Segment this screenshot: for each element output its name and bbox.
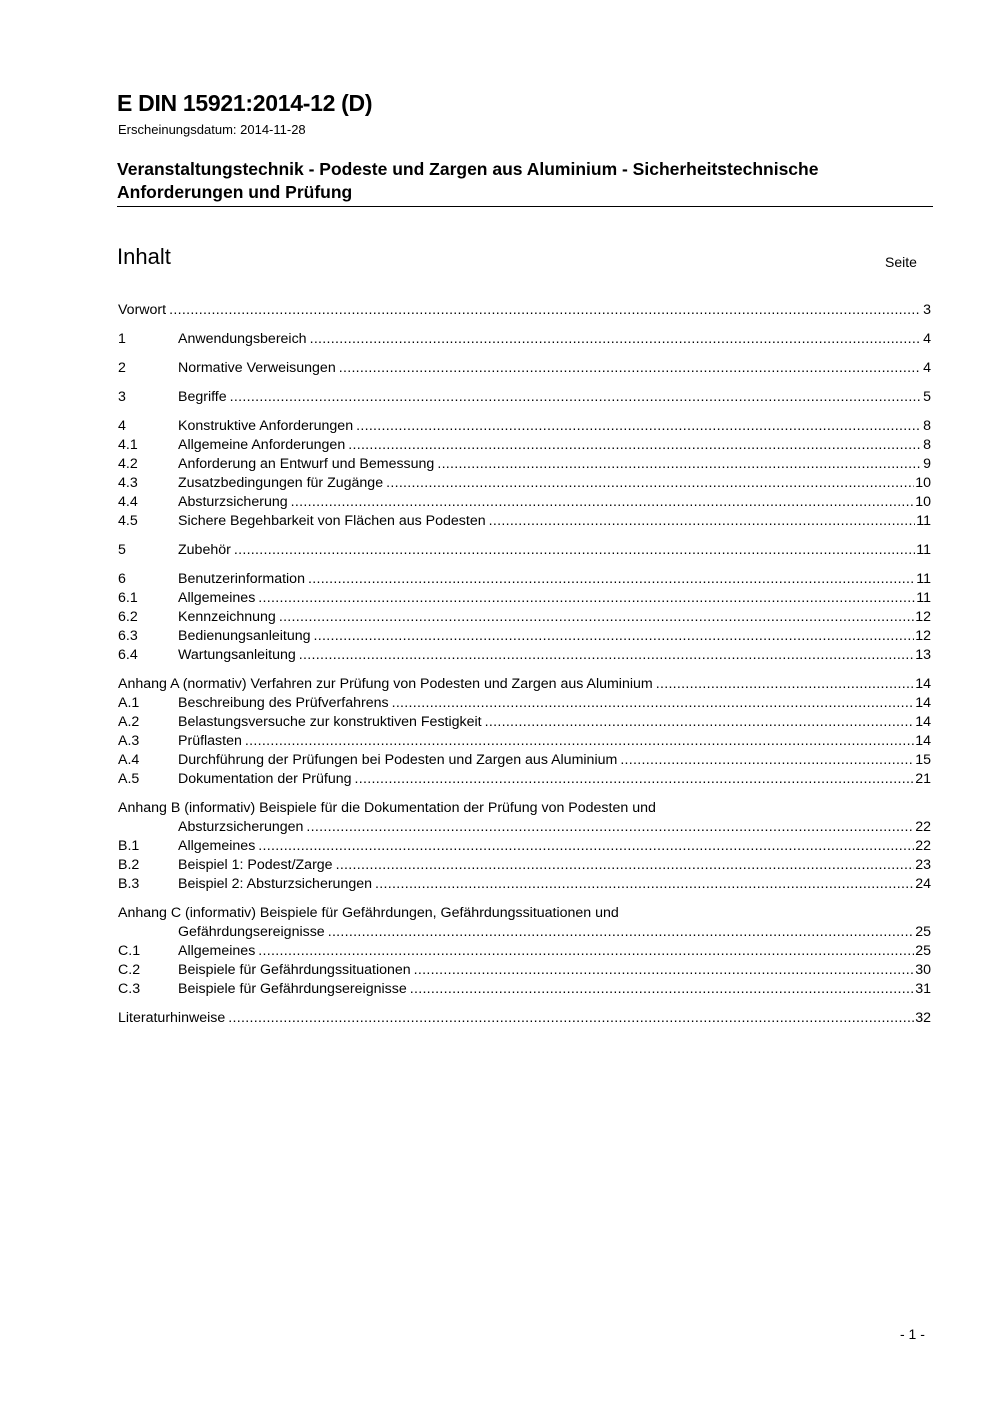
toc-entry-title: Belastungsversuche zur konstruktiven Festigkeit	[178, 714, 482, 730]
dot-leader	[314, 627, 915, 646]
toc-entry-number: 4.3	[118, 475, 138, 491]
toc-entry-title: Anforderung an Entwurf und Bemessung	[178, 456, 435, 472]
dot-leader	[230, 388, 920, 407]
toc-entry-number: 1	[118, 331, 126, 347]
toc-entry-number: 4	[118, 418, 126, 434]
toc-entry-a-1[interactable]	[118, 694, 931, 713]
toc-entry-number: 4.5	[118, 513, 138, 529]
toc-entry-page: 22	[915, 838, 931, 854]
dot-leader	[234, 541, 915, 560]
toc-entry-title: Allgemeines	[178, 943, 256, 959]
toc-entry-number: 6	[118, 571, 126, 587]
toc-entry-4[interactable]	[118, 417, 931, 436]
toc-entry-4-2[interactable]	[118, 455, 931, 474]
dot-leader	[328, 923, 915, 942]
toc-entry-b-1[interactable]	[118, 837, 931, 856]
toc-entry-6-3[interactable]	[118, 627, 931, 646]
toc-entry-page: 8	[923, 437, 931, 453]
toc-entry-page: 10	[915, 494, 931, 510]
toc-entry-6-1[interactable]	[118, 589, 931, 608]
toc-entry-number: 5	[118, 542, 126, 558]
toc-entry-number: 3	[118, 389, 126, 405]
toc-entry-number: A.2	[118, 714, 140, 730]
toc-entry-title: Begriffe	[178, 389, 227, 405]
toc-entry-page: 5	[923, 389, 931, 405]
toc-entry-title: Prüflasten	[178, 733, 242, 749]
toc-entry-a-4[interactable]	[118, 751, 931, 770]
toc-entry-title: Durchführung der Prüfungen bei Podesten und Zargen aus Aluminium	[178, 752, 618, 768]
dot-leader	[356, 417, 920, 436]
dot-leader	[291, 493, 915, 512]
standard-designation: E DIN 15921:2014-12 (D)	[117, 90, 373, 116]
toc-entry-title: Beispiel 1: Podest/Zarge	[178, 857, 333, 873]
toc-entry-page: 25	[915, 943, 931, 959]
toc-heading: Inhalt	[117, 244, 171, 269]
dot-leader	[355, 770, 915, 789]
toc-entry-number: C.3	[118, 981, 141, 997]
toc-entry-a-3[interactable]	[118, 732, 931, 751]
toc-entry-c-1[interactable]	[118, 942, 931, 961]
toc-entry-number: 6.3	[118, 628, 138, 644]
toc-entry-page: 24	[915, 876, 931, 892]
toc-entry-title: Benutzerinformation	[178, 571, 305, 587]
toc-entry-title: Allgemeines	[178, 838, 256, 854]
toc-entry-title: Konstruktive Anforderungen	[178, 418, 354, 434]
toc-entry-2[interactable]	[118, 359, 931, 378]
toc-entry-c-2[interactable]	[118, 961, 931, 980]
toc-entry-title: Vorwort	[118, 302, 167, 318]
toc-entry-number: 6.1	[118, 590, 138, 606]
toc-entry-page: 14	[915, 676, 931, 692]
toc-entry-page: 11	[916, 513, 931, 529]
publication-date: Erscheinungsdatum: 2014-11-28	[118, 122, 306, 137]
toc-entry-3[interactable]	[118, 388, 931, 407]
dot-leader	[620, 751, 914, 770]
toc-entry-4-5[interactable]	[118, 512, 931, 531]
dot-leader	[258, 589, 915, 608]
toc-entry-title: Normative Verweisungen	[178, 360, 336, 376]
dot-leader	[308, 570, 915, 589]
toc-entry-number: 4.2	[118, 456, 138, 472]
toc-entry-4-3[interactable]	[118, 474, 931, 493]
toc-entry-annex-c-continued[interactable]	[118, 923, 931, 942]
toc-entry-6[interactable]	[118, 570, 931, 589]
toc-entry-page: 12	[915, 609, 931, 625]
toc-entry-page: 14	[915, 733, 931, 749]
toc-entry-number: B.1	[118, 838, 140, 854]
toc-entry-page: 12	[915, 628, 931, 644]
toc-entry-title: Beispiele für Gefährdungssituationen	[178, 962, 411, 978]
toc-entry-title: Zusatzbedingungen für Zugänge	[178, 475, 384, 491]
dot-leader	[437, 455, 920, 474]
dot-leader	[392, 694, 915, 713]
toc-entry-b-3[interactable]	[118, 875, 931, 894]
dot-leader	[336, 856, 915, 875]
toc-entry-page: 11	[916, 571, 931, 587]
toc-entry-title-continued: Gefährdungsereignisse	[178, 924, 325, 940]
toc-entry-number: A.3	[118, 733, 140, 749]
toc-entry-number: 6.2	[118, 609, 138, 625]
toc-entry-title-continued: Absturzsicherungen	[178, 819, 304, 835]
toc-entry-page: 13	[915, 647, 931, 663]
toc-entry-number: A.1	[118, 695, 140, 711]
dot-leader	[245, 732, 914, 751]
dot-leader	[299, 646, 914, 665]
toc-entry-title: Anhang B (informativ) Beispiele für die Dokumentation der Prüfung von Podesten und	[118, 800, 656, 816]
toc-entry-vorwort[interactable]	[118, 301, 931, 320]
toc-entry-bibliography[interactable]	[118, 1009, 931, 1028]
toc-entry-5[interactable]	[118, 541, 931, 560]
dot-leader	[228, 1009, 914, 1028]
toc-entry-page: 22	[915, 819, 931, 835]
dot-leader	[258, 942, 914, 961]
dot-leader	[386, 474, 914, 493]
toc-entry-page: 4	[923, 331, 931, 347]
toc-entry-annex-b-continued[interactable]	[118, 818, 931, 837]
dot-leader	[169, 301, 920, 320]
toc-entry-page: 14	[915, 695, 931, 711]
document-title	[117, 158, 933, 207]
toc-entry-page: 31	[915, 981, 931, 997]
toc-entry-a-5[interactable]	[118, 770, 931, 789]
toc-entry-number: 6.4	[118, 647, 138, 663]
toc-entry-page: 14	[915, 714, 931, 730]
toc-entry-page: 21	[915, 771, 931, 787]
toc-entry-number: 4.1	[118, 437, 138, 453]
toc-entry-title: Beispiele für Gefährdungsereignisse	[178, 981, 407, 997]
toc-entry-number: B.3	[118, 876, 140, 892]
toc-entry-page: 30	[915, 962, 931, 978]
toc-entry-6-2[interactable]	[118, 608, 931, 627]
toc-entry-number: A.4	[118, 752, 140, 768]
toc-entry-number: B.2	[118, 857, 140, 873]
toc-entry-title: Bedienungsanleitung	[178, 628, 311, 644]
toc-entry-page: 15	[915, 752, 931, 768]
dot-leader	[258, 837, 914, 856]
document-title-line-1: Veranstaltungstechnik - Podeste und Zargen aus Aluminium - Sicherheitstechnische	[117, 159, 819, 179]
toc-entry-number: C.1	[118, 943, 141, 959]
dot-leader	[348, 436, 920, 455]
toc-entry-title: Zubehör	[178, 542, 231, 558]
toc-entry-page: 4	[923, 360, 931, 376]
toc-entry-title: Beispiel 2: Absturzsicherungen	[178, 876, 373, 892]
dot-leader	[339, 359, 920, 378]
toc-entry-title: Allgemeines	[178, 590, 256, 606]
toc-entry-annex-c[interactable]	[118, 904, 931, 923]
dot-leader	[489, 512, 916, 531]
dot-leader	[375, 875, 914, 894]
table-of-contents	[118, 301, 931, 1028]
toc-entry-title: Absturzsicherung	[178, 494, 288, 510]
toc-entry-page: 3	[923, 302, 931, 318]
toc-entry-title: Sichere Begehbarkeit von Flächen aus Podesten	[178, 513, 486, 529]
toc-entry-page: 11	[916, 542, 931, 558]
toc-entry-1[interactable]	[118, 330, 931, 349]
toc-page-column-label: Seite	[885, 254, 917, 270]
toc-entry-title: Literaturhinweise	[118, 1010, 226, 1026]
toc-entry-page: 11	[916, 590, 931, 606]
toc-entry-page: 25	[915, 924, 931, 940]
toc-entry-page: 10	[915, 475, 931, 491]
dot-leader	[310, 330, 920, 349]
toc-entry-number: A.5	[118, 771, 140, 787]
toc-entry-page: 8	[923, 418, 931, 434]
toc-entry-page: 9	[923, 456, 931, 472]
toc-entry-number: 2	[118, 360, 126, 376]
toc-entry-6-4[interactable]	[118, 646, 931, 665]
toc-entry-title: Beschreibung des Prüfverfahrens	[178, 695, 389, 711]
toc-entry-title: Anhang A (normativ) Verfahren zur Prüfung von Podesten und Zargen aus Aluminium	[118, 676, 653, 692]
dot-leader	[656, 675, 915, 694]
dot-leader	[306, 818, 914, 837]
toc-entry-title: Allgemeine Anforderungen	[178, 437, 346, 453]
toc-entry-page: 32	[915, 1010, 931, 1026]
dot-leader	[485, 713, 915, 732]
toc-entry-title: Anhang C (informativ) Beispiele für Gefährdungen, Gefährdungssituationen und	[118, 905, 619, 921]
toc-entry-number: 4.4	[118, 494, 138, 510]
toc-entry-page: 23	[915, 857, 931, 873]
toc-entry-4-4[interactable]	[118, 493, 931, 512]
toc-entry-title: Anwendungsbereich	[178, 331, 307, 347]
toc-entry-c-3[interactable]	[118, 980, 931, 999]
toc-entry-annex-b[interactable]	[118, 799, 931, 818]
dot-leader	[414, 961, 915, 980]
toc-entry-b-2[interactable]	[118, 856, 931, 875]
toc-entry-annex-a[interactable]	[118, 675, 931, 694]
toc-entry-a-2[interactable]	[118, 713, 931, 732]
toc-entry-4-1[interactable]	[118, 436, 931, 455]
toc-entry-title: Kennzeichnung	[178, 609, 276, 625]
document-title-line-2: Anforderungen und Prüfung	[117, 182, 353, 202]
page-number: - 1 -	[900, 1326, 925, 1342]
toc-entry-title: Wartungsanleitung	[178, 647, 296, 663]
dot-leader	[410, 980, 915, 999]
toc-entry-title: Dokumentation der Prüfung	[178, 771, 352, 787]
toc-entry-number: C.2	[118, 962, 141, 978]
dot-leader	[279, 608, 914, 627]
